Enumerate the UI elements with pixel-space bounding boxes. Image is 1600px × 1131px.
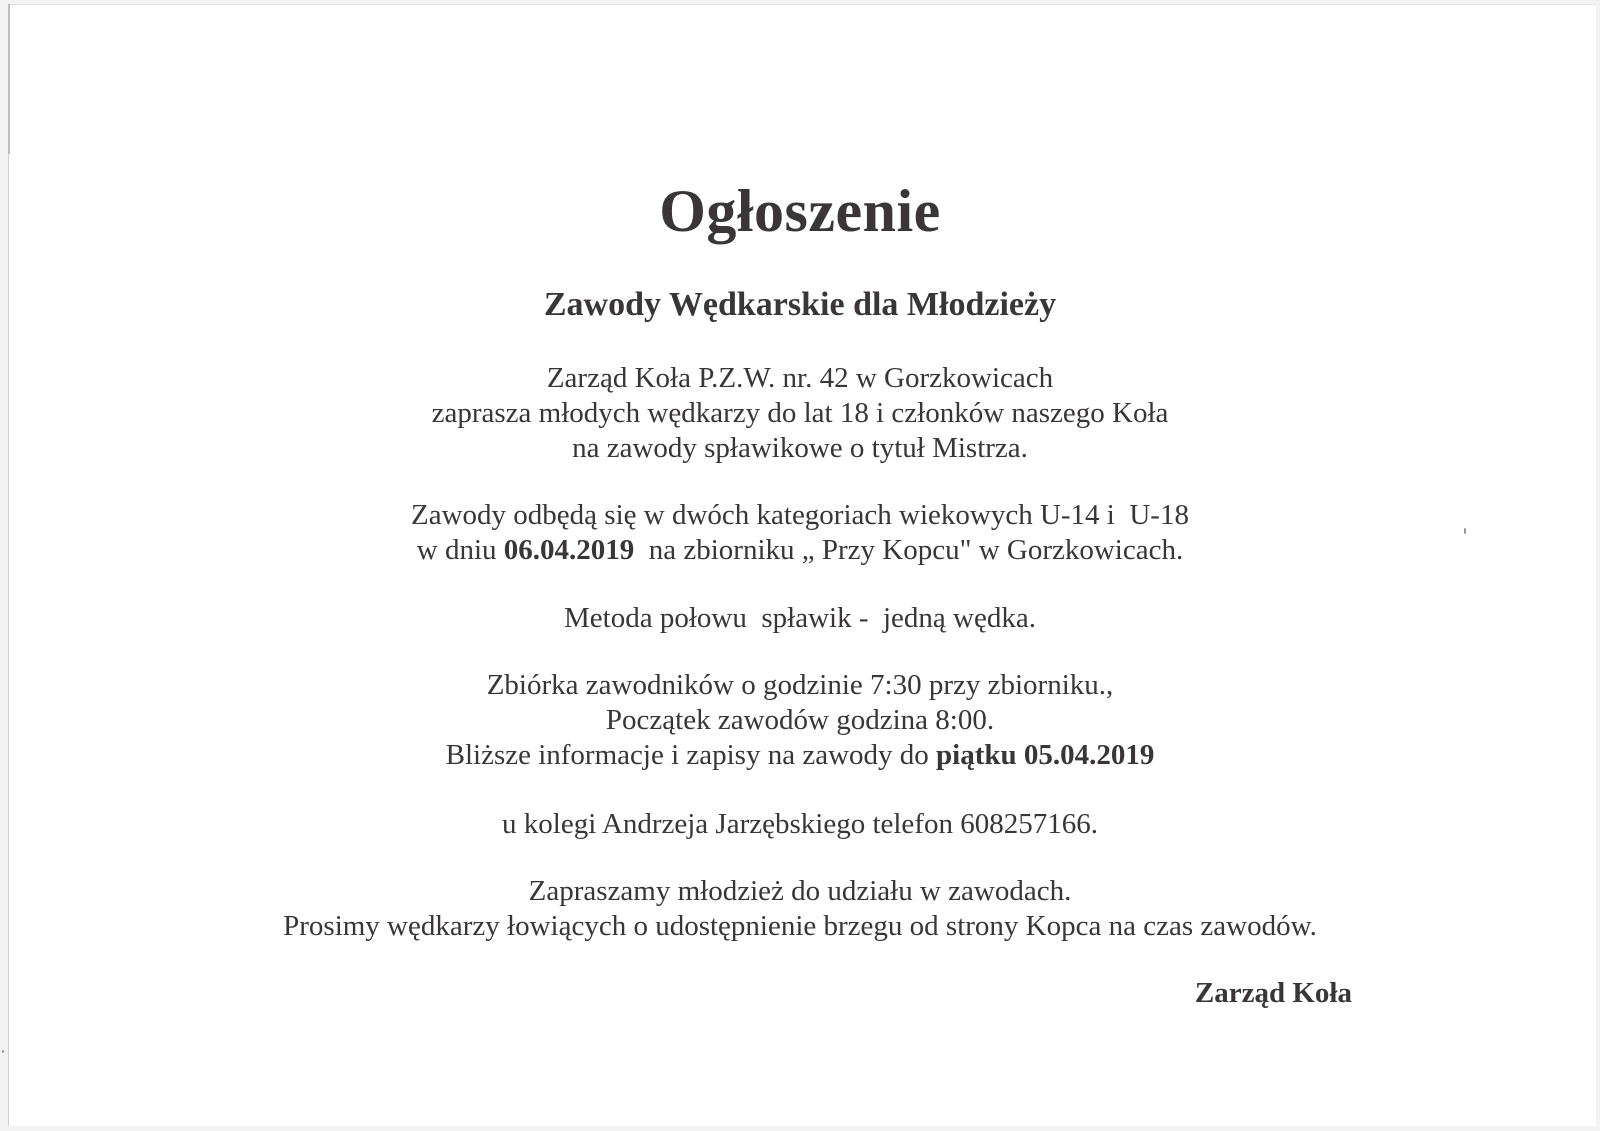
intro-line-2: zaprasza młodych wędkarzy do lat 18 i członków naszego Koła <box>431 397 1169 429</box>
page-title: Ogłoszenie <box>659 178 941 244</box>
competition-date: 06.04.2019 <box>503 534 635 566</box>
request-line: Prosimy wędkarzy łowiących o udostępnienie brzegu od strony Kopca na czas zawodów. <box>283 910 1317 942</box>
registration-prefix: Bliższe informacje i zapisy na zawody do <box>445 739 937 771</box>
page-subtitle: Zawody Wędkarskie dla Młodzieży <box>543 286 1057 323</box>
contact-line: u kolegi Andrzeja Jarzębskiego telefon 608257166. <box>502 808 1098 840</box>
date-line <box>0 532 1600 568</box>
date-line-suffix: na zbiorniku „ Przy Kopcu" w Gorzkowicach. <box>634 534 1184 566</box>
method-line: Metoda połowu spławik - jedną wędka. <box>564 602 1036 634</box>
invitation-line: Zapraszamy młodzież do udziału w zawodach. <box>528 875 1072 907</box>
intro-line-3: na zawody spławikowe o tytuł Mistrza. <box>572 432 1028 464</box>
intro-line-1: Zarząd Koła P.Z.W. nr. 42 w Gorzkowicach <box>546 362 1054 394</box>
date-line-prefix: w dniu <box>416 534 504 566</box>
scan-edge-shadow <box>8 4 10 154</box>
registration-deadline: piątku 05.04.2019 <box>936 739 1155 771</box>
categories-line: Zawody odbędą się w dwóch kategoriach wiekowych U-14 i U-18 <box>411 499 1189 531</box>
gathering-line: Zbiórka zawodników o godzinie 7:30 przy zbiorniku., <box>486 669 1114 701</box>
scan-speck <box>2 1050 4 1053</box>
start-line: Początek zawodów godzina 8:00. <box>605 704 995 736</box>
registration-line <box>0 737 1600 773</box>
signature: Zarząd Koła <box>1194 977 1352 1009</box>
